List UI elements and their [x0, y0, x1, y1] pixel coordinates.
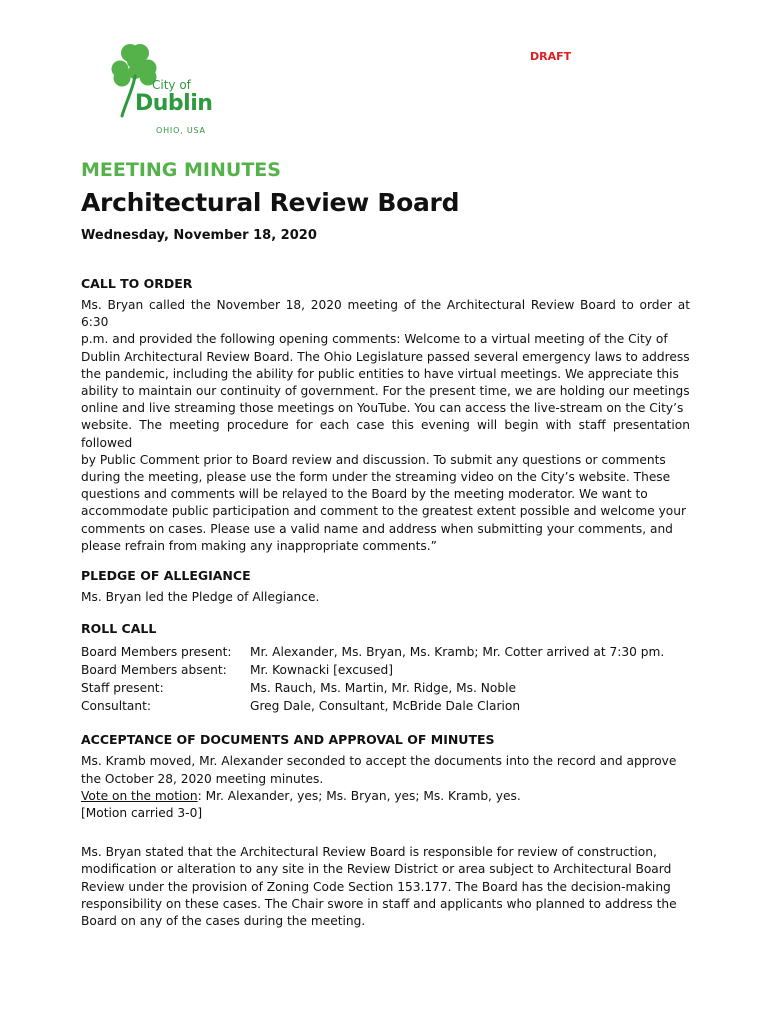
paragraph-line: the October 28, 2020 meeting minutes. — [81, 771, 324, 786]
roll-call-heading: ROLL CALL — [81, 621, 157, 637]
minutes-body — [81, 156, 690, 930]
paragraph-line: modification or alteration to any site in the Review District or area subject to Architectural Board — [81, 862, 672, 877]
paragraph-line: online and live streaming those meetings on YouTube. You can access the live-stream on the City’s — [81, 401, 684, 416]
paragraph-line: p.m. and provided the following opening comments: Welcome to a virtual meeting of the City of — [81, 332, 668, 347]
paragraph-line: Ms. Bryan stated that the Architectural Review Board is responsible for review of construction, — [81, 845, 657, 860]
paragraph-line: the pandemic, including the ability for public entities to have virtual meetings. We appreciate this — [81, 366, 679, 381]
paragraph-line: comments on cases. Please use a valid name and address when submitting your comments, and — [81, 521, 673, 536]
paragraph-line: by Public Comment prior to Board review and discussion. To submit any questions or comments — [81, 452, 666, 467]
motion-result: [Motion carried 3-0] — [81, 806, 203, 821]
paragraph-line: website. The meeting procedure for each case this evening will begin with staff presentation followed — [81, 418, 690, 450]
acceptance-heading: ACCEPTANCE OF DOCUMENTS AND APPROVAL OF MINUTES — [81, 732, 495, 748]
pledge-section — [81, 567, 690, 606]
roll-call-section — [81, 620, 690, 715]
paragraph-line: Ms. Kramb moved, Mr. Alexander seconded to accept the documents into the record and approve — [81, 754, 677, 769]
logo-city-of: City of — [152, 78, 191, 92]
acceptance-section — [81, 731, 690, 822]
call-to-order-section — [81, 275, 690, 555]
roll-call-value: Mr. Alexander, Ms. Bryan, Ms. Kramb; Mr. Cotter arrived at 7:30 pm. — [250, 645, 665, 660]
meeting-minutes-label: MEETING MINUTES — [81, 159, 281, 181]
paragraph-line: accommodate public participation and comment to the greatest extent possible and welcome your — [81, 504, 686, 519]
roll-call-label: Board Members absent: — [81, 663, 227, 678]
city-logo — [108, 44, 228, 140]
roll-call-label: Board Members present: — [81, 645, 232, 660]
pledge-text: Ms. Bryan led the Pledge of Allegiance. — [81, 590, 320, 605]
paragraph-line: questions and comments will be relayed to the Board by the meeting moderator. We want to — [81, 487, 648, 502]
roll-call-row — [81, 662, 690, 680]
roll-call-list — [81, 644, 690, 715]
roll-call-row — [81, 698, 690, 716]
roll-call-value: Greg Dale, Consultant, McBride Dale Clarion — [250, 698, 521, 713]
roll-call-row — [81, 644, 690, 662]
paragraph-line: Dublin Architectural Review Board. The Ohio Legislature passed several emergency laws to address — [81, 349, 690, 364]
paragraph-line: Review under the provision of Zoning Code Section 153.177. The Board has the decision-making — [81, 879, 671, 894]
paragraph-line: please refrain from making any inappropriate comments.” — [81, 538, 437, 553]
paragraph-line: responsibility on these cases. The Chair swore in staff and applicants who planned to address the — [81, 896, 677, 911]
vote-line — [81, 788, 690, 805]
meeting-date: Wednesday, November 18, 2020 — [81, 228, 317, 243]
roll-call-value: Ms. Rauch, Ms. Martin, Mr. Ridge, Ms. Noble — [250, 680, 516, 695]
paragraph-line: during the meeting, please use the form under the streaming video on the City’s website. These — [81, 470, 671, 485]
paragraph-line: Board on any of the cases during the meeting. — [81, 914, 366, 929]
logo-state: OHIO, USA — [156, 126, 206, 135]
draft-label: DRAFT — [530, 50, 572, 63]
paragraph-line: Ms. Bryan called the November 18, 2020 meeting of the Architectural Review Board to order at 6:30 — [81, 298, 690, 330]
acceptance-paragraph — [81, 753, 690, 822]
roll-call-value: Mr. Kownacki [excused] — [250, 663, 393, 678]
roll-call-row — [81, 680, 690, 698]
paragraph-line: ability to maintain our continuity of government. For the present time, we are holding our meetings — [81, 384, 690, 399]
call-to-order-paragraph — [81, 297, 690, 555]
logo-dublin-wordmark: Dublin — [135, 91, 213, 116]
call-to-order-heading: CALL TO ORDER — [81, 276, 193, 291]
vote-label: Vote on the motion — [81, 788, 198, 803]
vote-text: : Mr. Alexander, yes; Ms. Bryan, yes; Ms. Kramb, yes. — [197, 788, 521, 803]
closing-paragraph — [81, 844, 690, 930]
roll-call-label: Staff present: — [81, 680, 164, 695]
roll-call-label: Consultant: — [81, 698, 152, 713]
pledge-heading: PLEDGE OF ALLEGIANCE — [81, 568, 251, 584]
board-title: Architectural Review Board — [81, 188, 460, 217]
